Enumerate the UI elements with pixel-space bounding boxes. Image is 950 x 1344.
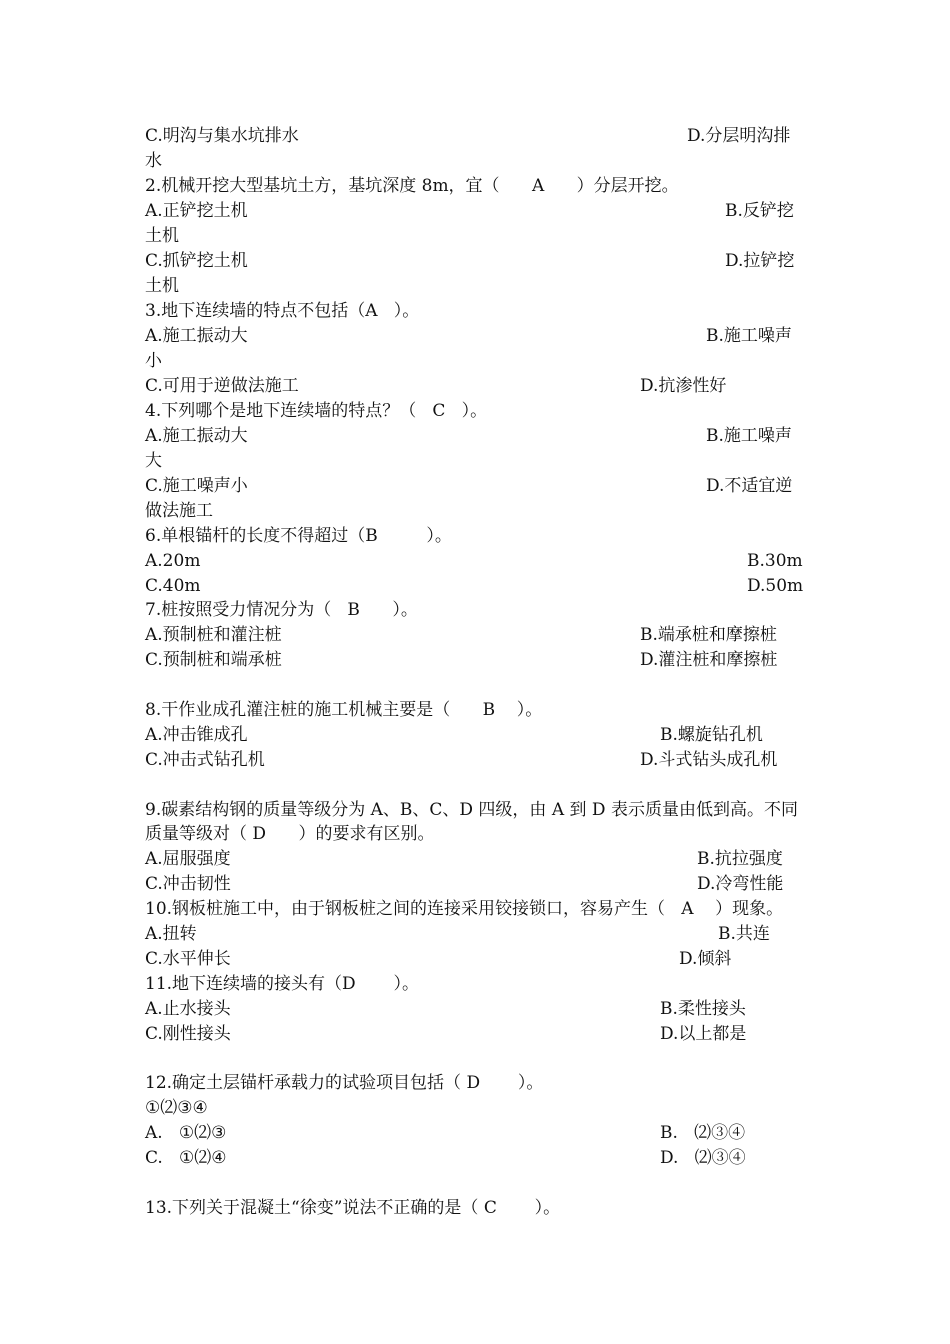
text-line: C.冲击韧性 [145, 874, 231, 894]
text-line: C.40m [145, 576, 201, 596]
text-line: D.分层明沟排 [687, 126, 791, 146]
text-line: 大 [145, 451, 162, 471]
text-line: A.扭转 [145, 924, 197, 944]
text-line: 13.下列关于混凝土“徐变”说法不正确的是（ C ）。 [145, 1198, 561, 1218]
text-line: C.水平伸长 [145, 949, 231, 969]
text-line: A.正铲挖土机 [145, 201, 248, 221]
text-line: B.螺旋钻孔机 [660, 725, 763, 745]
text-line: D.不适宜逆 [706, 476, 793, 496]
text-line: C.施工噪声小 [145, 476, 248, 496]
text-line: B.端承桩和摩擦桩 [640, 625, 777, 645]
text-line: A.冲击锥成孔 [145, 725, 248, 745]
text-line: D.以上都是 [660, 1024, 747, 1044]
text-line: A.施工振动大 [145, 326, 248, 346]
text-line: D.冷弯性能 [697, 874, 784, 894]
text-line: B.施工噪声 [706, 426, 792, 446]
text-line: 土机 [145, 276, 179, 296]
text-line: A.20m [145, 551, 201, 571]
text-line: D.50m [747, 576, 804, 596]
text-line: 做法施工 [145, 501, 213, 521]
text-line: B.柔性接头 [660, 999, 746, 1019]
text-line: D.抗渗性好 [640, 376, 727, 396]
text-line: B.30m [747, 551, 803, 571]
text-line: 3.地下连续墙的特点不包括（A ）。 [145, 301, 420, 321]
text-line: 4.下列哪个是地下连续墙的特点？（ C ）。 [145, 401, 488, 421]
text-line: A.止水接头 [145, 999, 231, 1019]
text-line: C. ①⑵④ [145, 1148, 227, 1168]
text-line: D.斗式钻头成孔机 [640, 750, 778, 770]
text-line: 小 [145, 351, 162, 371]
text-line: A.施工振动大 [145, 426, 248, 446]
text-line: 8.干作业成孔灌注桩的施工机械主要是（ B ）。 [145, 700, 543, 720]
text-line: 9.碳素结构钢的质量等级分为 A、B、C、D 四级，由 A 到 D 表示质量由低到高。不同 [145, 800, 798, 820]
text-line: C.可用于逆做法施工 [145, 376, 299, 396]
text-line: C.明沟与集水坑排水 [145, 126, 299, 146]
text-line: 7.桩按照受力情况分为（ B ）。 [145, 600, 418, 620]
text-line: B.施工噪声 [706, 326, 792, 346]
text-line: 10.钢板桩施工中，由于钢板桩之间的连接采用铰接锁口，容易产生（ A ）现象。 [145, 899, 784, 919]
text-line: 12.确定土层锚杆承载力的试验项目包括（ D ）。 [145, 1073, 544, 1093]
text-line: B.抗拉强度 [697, 849, 783, 869]
text-line: 土机 [145, 226, 179, 246]
text-line: B. ⑵③④ [660, 1123, 746, 1143]
text-line: 水 [145, 151, 162, 171]
text-line: ①⑵③④ [145, 1098, 208, 1118]
text-line: A. ①⑵③ [145, 1123, 227, 1143]
text-line: 11.地下连续墙的接头有（D ）。 [145, 974, 419, 994]
text-line: B.反铲挖 [725, 201, 794, 221]
text-line: C.刚性接头 [145, 1024, 231, 1044]
text-line: D. ⑵③④ [660, 1148, 746, 1168]
text-line: D.灌注桩和摩擦桩 [640, 650, 778, 670]
text-line: C.冲击式钻孔机 [145, 750, 265, 770]
text-line: A.预制桩和灌注桩 [145, 625, 282, 645]
text-line: 2.机械开挖大型基坑土方，基坑深度 8m，宜（ A ）分层开挖。 [145, 176, 679, 196]
text-line: B.共连 [718, 924, 770, 944]
text-line: 质量等级对（ D ）的要求有区别。 [145, 824, 435, 844]
text-line: C.抓铲挖土机 [145, 251, 248, 271]
text-line: D.拉铲挖 [725, 251, 795, 271]
text-line: C.预制桩和端承桩 [145, 650, 282, 670]
text-line: D.倾斜 [679, 949, 732, 969]
text-line: 6.单根锚杆的长度不得超过（B ）。 [145, 526, 452, 546]
text-line: A.屈服强度 [145, 849, 231, 869]
